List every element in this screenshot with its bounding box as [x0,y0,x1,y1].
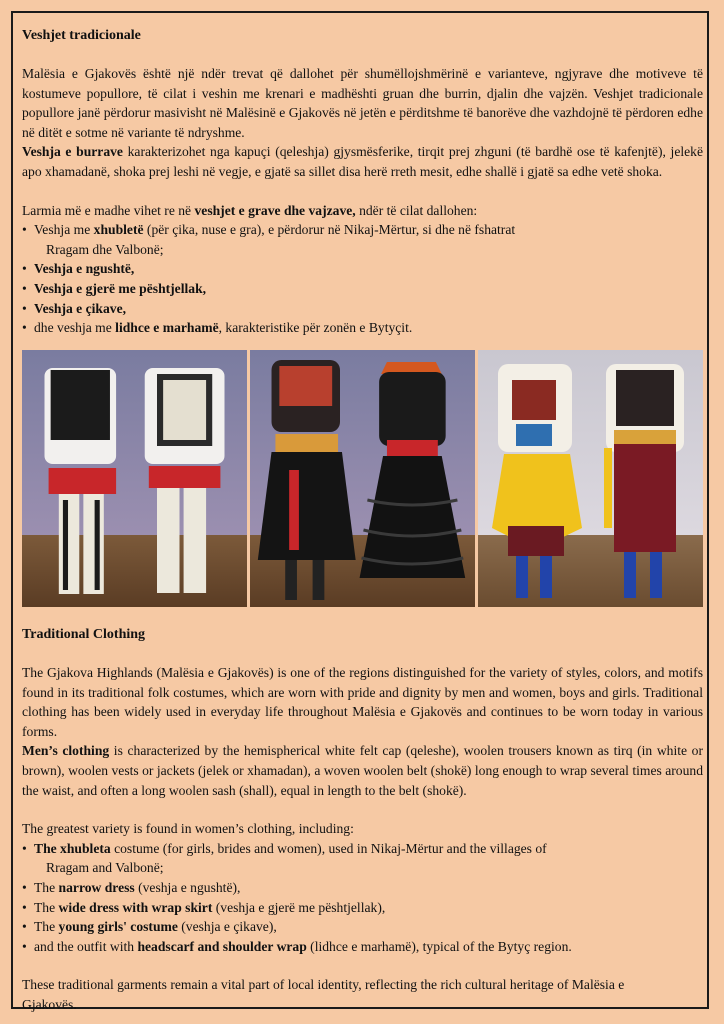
paragraph-women-intro-en: The greatest variety is found in women’s clothing, including: [22,821,354,837]
list-item: • dhe veshja me lidhce e marhamë, karakteristike për zonën e Bytyçit. [22,318,703,338]
paragraph-men-en: Men’s clothing is characterized by the hemispherical white felt cap (qeleshe), woolen trousers known as tirq (in white or brown), woolen vests or jackets (jelek or xhamadan), a woven woolen belt (shokë) long enough to wrap several times around the waist, and often a long woolen sash (shall), equal in length to the belt (shokë). [22,743,703,798]
list-item: • The young girls' costume (veshja e çikave), [22,917,703,937]
photo-wrap-skirt-costume [478,350,703,607]
list-item: • Veshja e ngushtë, [22,259,703,279]
wrap-skirt-front [492,364,582,598]
photo-xhubleta-costume [250,350,475,607]
section-title-en: Traditional Clothing [22,627,146,642]
list-item: • and the outfit with headscarf and shoulder wrap (lidhce e marhamë), typical of the Bytyç region. [22,937,703,957]
list-item: • Veshja me xhubletë (për çika, nuse e gra), e përdorur në Nikaj-Mërtur, si dhe në fshatrat Rragam dhe Valbonë; [22,220,703,259]
list-item: • The narrow dress (veshja e ngushtë), [22,878,703,898]
costume-photo-strip [22,350,703,607]
mens-costume-front [45,368,117,594]
paragraph-men-sq: Veshja e burrave karakterizohet nga kapuçi (qeleshja) gjysmësferike, tirqit prej zhguni (të bardhë ose të kafenjtë), jelekë apo xhamadanë, shoka prej leshi në vegje, e gjatë sa sillet disa herë rreth mesit, edhe shallë i gjatë sa edhe vetë shoka. [22,144,704,179]
list-item: • Veshja e gjerë me pështjellak, [22,279,703,299]
photo-mens-costume [22,350,247,607]
paragraph-intro-en: The Gjakova Highlands (Malësia e Gjakovës) is one of the regions distinguished for the variety of styles, colors, and motifs found in its traditional folk costumes, which are worn with pride and dignity by men and women, boys and girls. Traditional clothing has been widely used in everyday life throughout Malësia e Gjakovës and continues to be worn today in various forms. [22,665,703,739]
mens-costume-back [145,368,225,593]
list-item: • The xhubleta costume (for girls, brides and women), used in Nikaj-Mërtur and the villages of Rragam and Valbonë; [22,839,703,878]
albanian-section [22,26,703,338]
list-item: • Veshja e çikave, [22,299,703,319]
paragraph-women-intro-sq: Larmia më e madhe vihet re në veshjet e grave dhe vajzave, ndër të cilat dallohen: [22,202,478,218]
wrap-skirt-back [604,364,684,598]
xhubleta-back [360,362,466,578]
xhubleta-front [258,360,356,600]
paragraph-closing-en: These traditional garments remain a vital part of local identity, reflecting the rich cultural heritage of Malësia e Gjakovës. [22,977,625,1012]
english-section [22,625,703,1015]
paragraph-intro-sq: Malësia e Gjakovës është një ndër trevat që dallohet për shumëllojshmërinë e varianteve, ngjyrave dhe motiveve të kostumeve popullore, të cilat i veshin me krenari e madhështi gruan dhe burrin, djalin dhe vajzën. Veshjet tradicionale popullore janë përdorur masivisht në Malësinë e Gjakovës në jetën e përditshme të banorëve dhe vazhdojnë të përdoren edhe në ditët e sotme në variante të ndryshme. [22,66,703,140]
costume-list-en [22,839,703,957]
costume-list-sq [22,220,703,338]
section-title-sq: Veshjet tradicionale [22,28,141,43]
list-item: • The wide dress with wrap skirt (veshja e gjerë me pështjellak), [22,898,703,918]
